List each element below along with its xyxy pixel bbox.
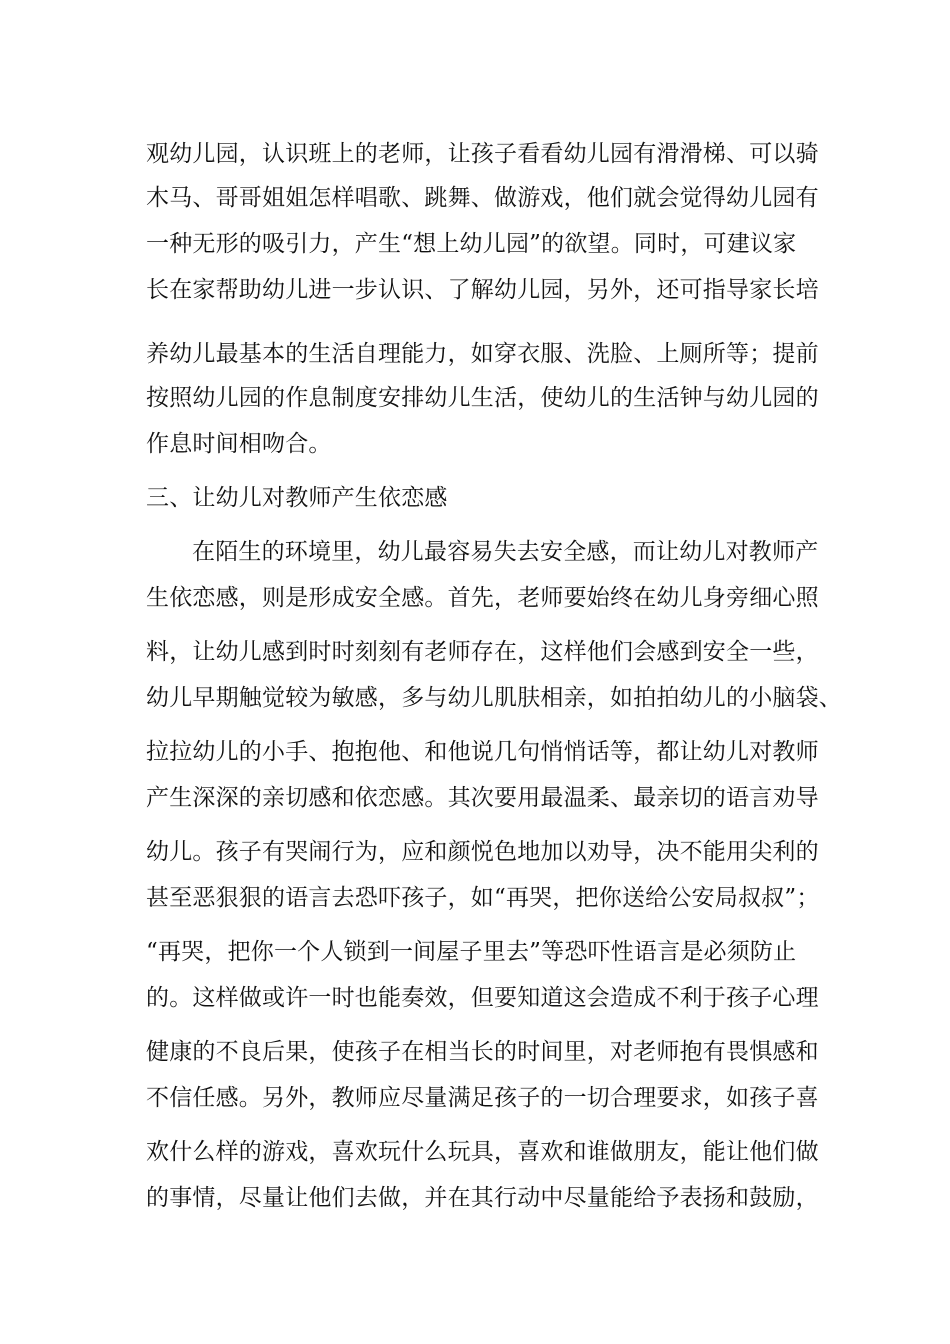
text-line: 长在家帮助幼儿进一步认识、了解幼儿园，另外，还可指导家长培 [146,277,819,303]
text-line: 木马、哥哥姐姐怎样唱歌、跳舞、做游戏，他们就会觉得幼儿园有 [146,185,819,211]
text-line: 健康的不良后果，使孩子在相当长的时间里，对老师抱有畏惧感和 [146,1039,819,1065]
text-line: 养幼儿最基本的生活自理能力，如穿衣服、洗脸、上厕所等；提前 [146,341,819,367]
text-line: 一种无形的吸引力，产生“想上幼儿园”的欲望。同时，可建议家 [146,231,797,257]
text-line: 的事情，尽量让他们去做，并在其行动中尽量能给予表扬和鼓励， [146,1185,819,1211]
text-line: 作息时间相吻合。 [146,431,332,457]
text-line: 不信任感。另外，教师应尽量满足孩子的一切合理要求，如孩子喜 [146,1085,819,1111]
text-line: 甚至恶狠狠的语言去恐吓孩子，如“再哭，把你送给公安局叔叔”； [146,885,820,911]
text-line: 产生深深的亲切感和依恋感。其次要用最温柔、最亲切的语言劝导 [146,785,819,811]
text-line: 幼儿早期触觉较为敏感，多与幼儿肌肤相亲，如拍拍幼儿的小脑袋、 [146,685,842,711]
paragraph-first-line: 在陌生的环境里，幼儿最容易失去安全感，而让幼儿对教师产 [192,539,819,565]
text-line: “再哭，把你一个人锁到一间屋子里去”等恐吓性语言是必须防止 [146,939,797,965]
text-line: 生依恋感，则是形成安全感。首先，老师要始终在幼儿身旁细心照 [146,585,819,611]
text-line: 欢什么样的游戏，喜欢玩什么玩具，喜欢和谁做朋友，能让他们做 [146,1139,819,1165]
text-line: 幼儿。孩子有哭闹行为，应和颜悦色地加以劝导，决不能用尖利的 [146,839,819,865]
text-line: 观幼儿园，认识班上的老师，让孩子看看幼儿园有滑滑梯、可以骑 [146,141,819,167]
section-heading: 三、让幼儿对教师产生依恋感 [146,485,448,511]
text-line: 拉拉幼儿的小手、抱抱他、和他说几句悄悄话等，都让幼儿对教师 [146,739,819,765]
text-line: 的。这样做或许一时也能奏效，但要知道这会造成不利于孩子心理 [146,985,819,1011]
text-line: 料，让幼儿感到时时刻刻有老师存在，这样他们会感到安全一些， [146,639,819,665]
text-line: 按照幼儿园的作息制度安排幼儿生活，使幼儿的生活钟与幼儿园的 [146,385,819,411]
